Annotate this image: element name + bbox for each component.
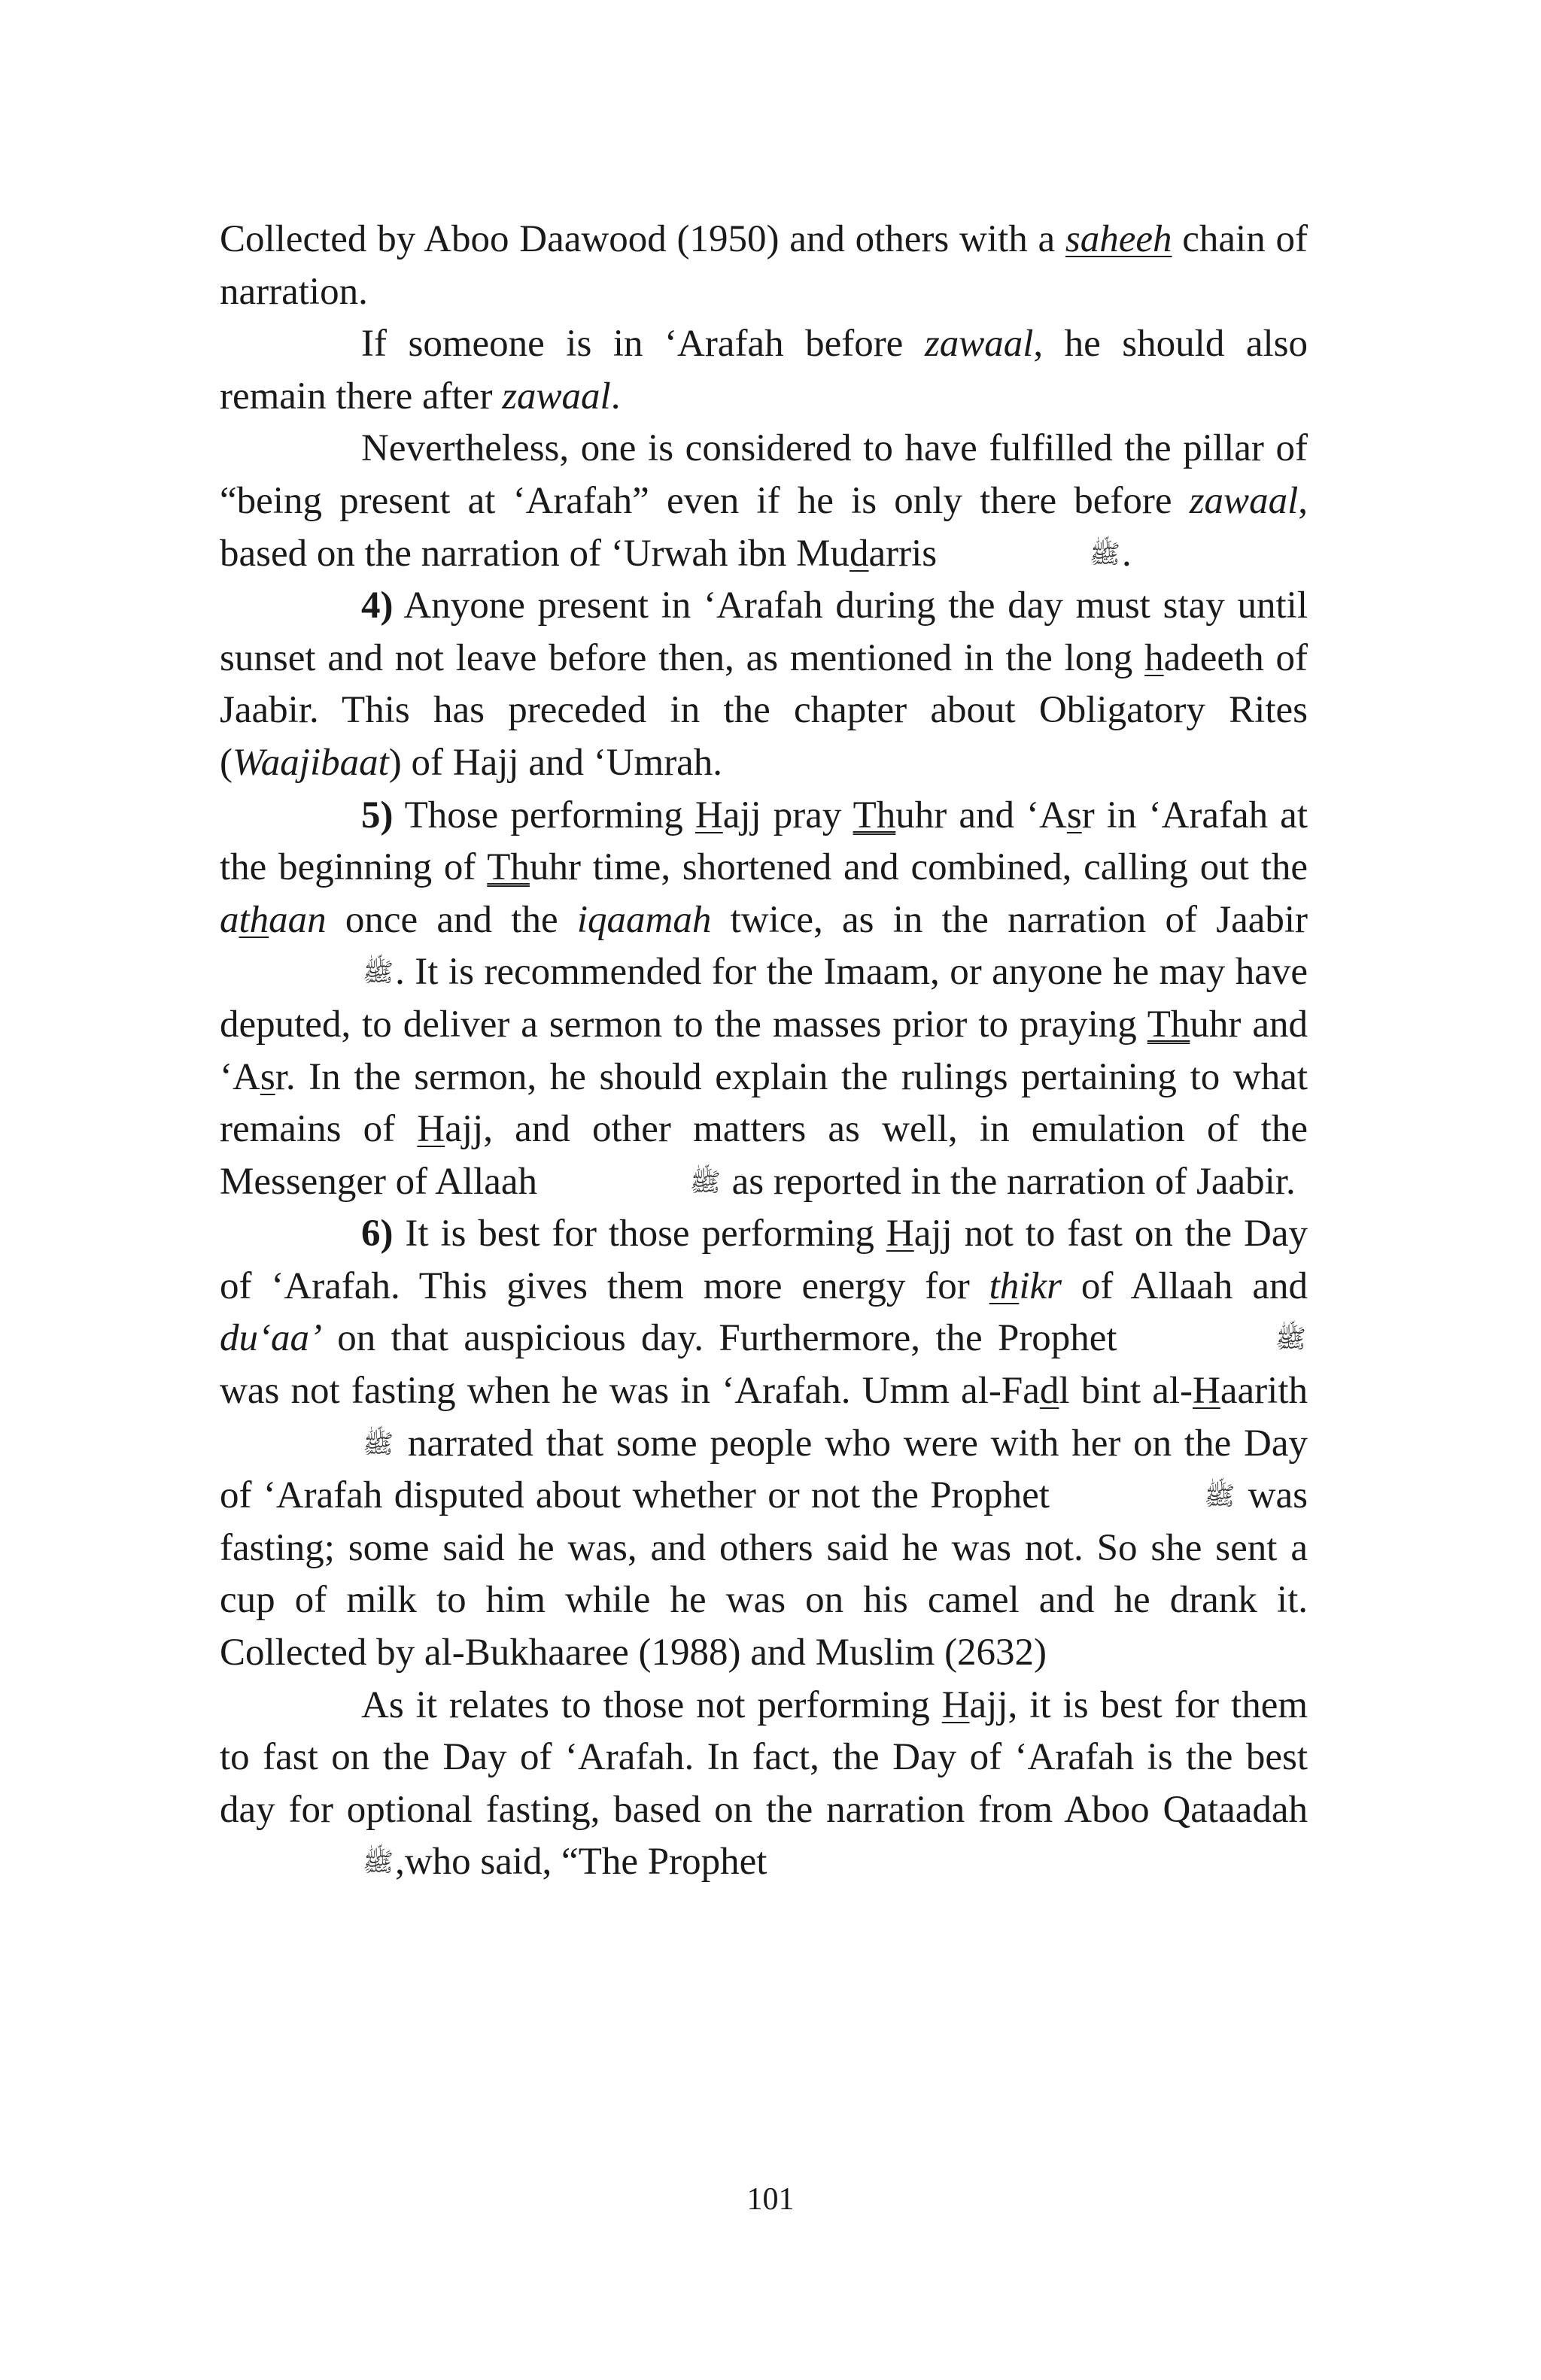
paragraph-point-4: 4) Anyone present in ‘Arafah during the day must stay until sunset and not leave before then, as mentioned in the long hadeeth of Jaabir. This has preceded in the chapter about Obligatory Rites (Waajibaat) of Hajj and ‘Umrah. <box>220 584 1308 784</box>
radiyallaahu-anhu-seal-icon: ﷺ <box>363 1849 394 1878</box>
paragraph-zawaal: If someone is in ‘Arafah before zawaal, he should also remain there after zawaal. <box>220 323 1308 417</box>
radiyallaahu-anhaa-seal-icon: ﷺ <box>363 1430 394 1459</box>
paragraph-citation: Collected by Aboo Daawood (1950) and others with a saheeh chain of narration. <box>220 218 1308 313</box>
paragraph-nevertheless: Nevertheless, one is considered to have fulfilled the pillar of “being present at ‘Arafah” even if he is only there before zawaal, based on the narration of ‘Urwah ibn Mudarris ﷺ. <box>220 427 1308 575</box>
radiyallaahu-anhu-seal-icon: ﷺ <box>1089 540 1120 569</box>
page-body <box>220 214 1308 1889</box>
point-number: 5) <box>361 794 394 836</box>
sallallaahu-seal-icon: ﷺ <box>1275 1325 1306 1354</box>
sallallaahu-seal-icon: ﷺ <box>689 1168 721 1197</box>
point-number: 4) <box>361 584 394 627</box>
point-number: 6) <box>361 1213 394 1255</box>
radiyallaahu-anhu-seal-icon: ﷺ <box>363 959 394 988</box>
page-number: 101 <box>746 2182 795 2217</box>
paragraph-non-pilgrims: As it relates to those not performing Hajj, it is best for them to fast on the Day of ‘Arafah. In fact, the Day of ‘Arafah is the best day for optional fasting, based on the narration from Aboo Qataadah ﷺ,who said, “The Prophet <box>220 1683 1308 1884</box>
paragraph-point-6: 6) It is best for those performing Hajj not to fast on the Day of ‘Arafah. This gives them more energy for thikr of Allaah and du‘aa’ on that auspicious day. Furthermore, the Prophet ﷺ was not fasting when he was in ‘Arafah. Umm al-Fadl bint al-Haarith ﷺ narrated that some people who were with her on the Day of ‘Arafah disputed about whether or not the Prophet ﷺ was fasting; some said he was, and others said he was not. So she sent a cup of milk to him while he was on his camel and he drank it. Collected by al-Bukhaaree (1988) and Muslim (2632) <box>220 1213 1308 1674</box>
sallallaahu-seal-icon: ﷺ <box>1204 1483 1236 1511</box>
paragraph-point-5: 5) Those performing Hajj pray Thuhr and ‘Asr in ‘Arafah at the beginning of Thuhr time, shortened and combined, calling out the athaan once and the iqaamah twice, as in the narration of Jaabir ﷺ. It is recommended for the Imaam, or anyone he may have deputed, to deliver a sermon to the masses prior to praying Thuhr and ‘Asr. In the sermon, he should explain the rulings pertaining to what remains of Hajj, and other matters as well, in emulation of the Messenger of Allaah ﷺ as reported in the narration of Jaabir. <box>220 794 1308 1203</box>
